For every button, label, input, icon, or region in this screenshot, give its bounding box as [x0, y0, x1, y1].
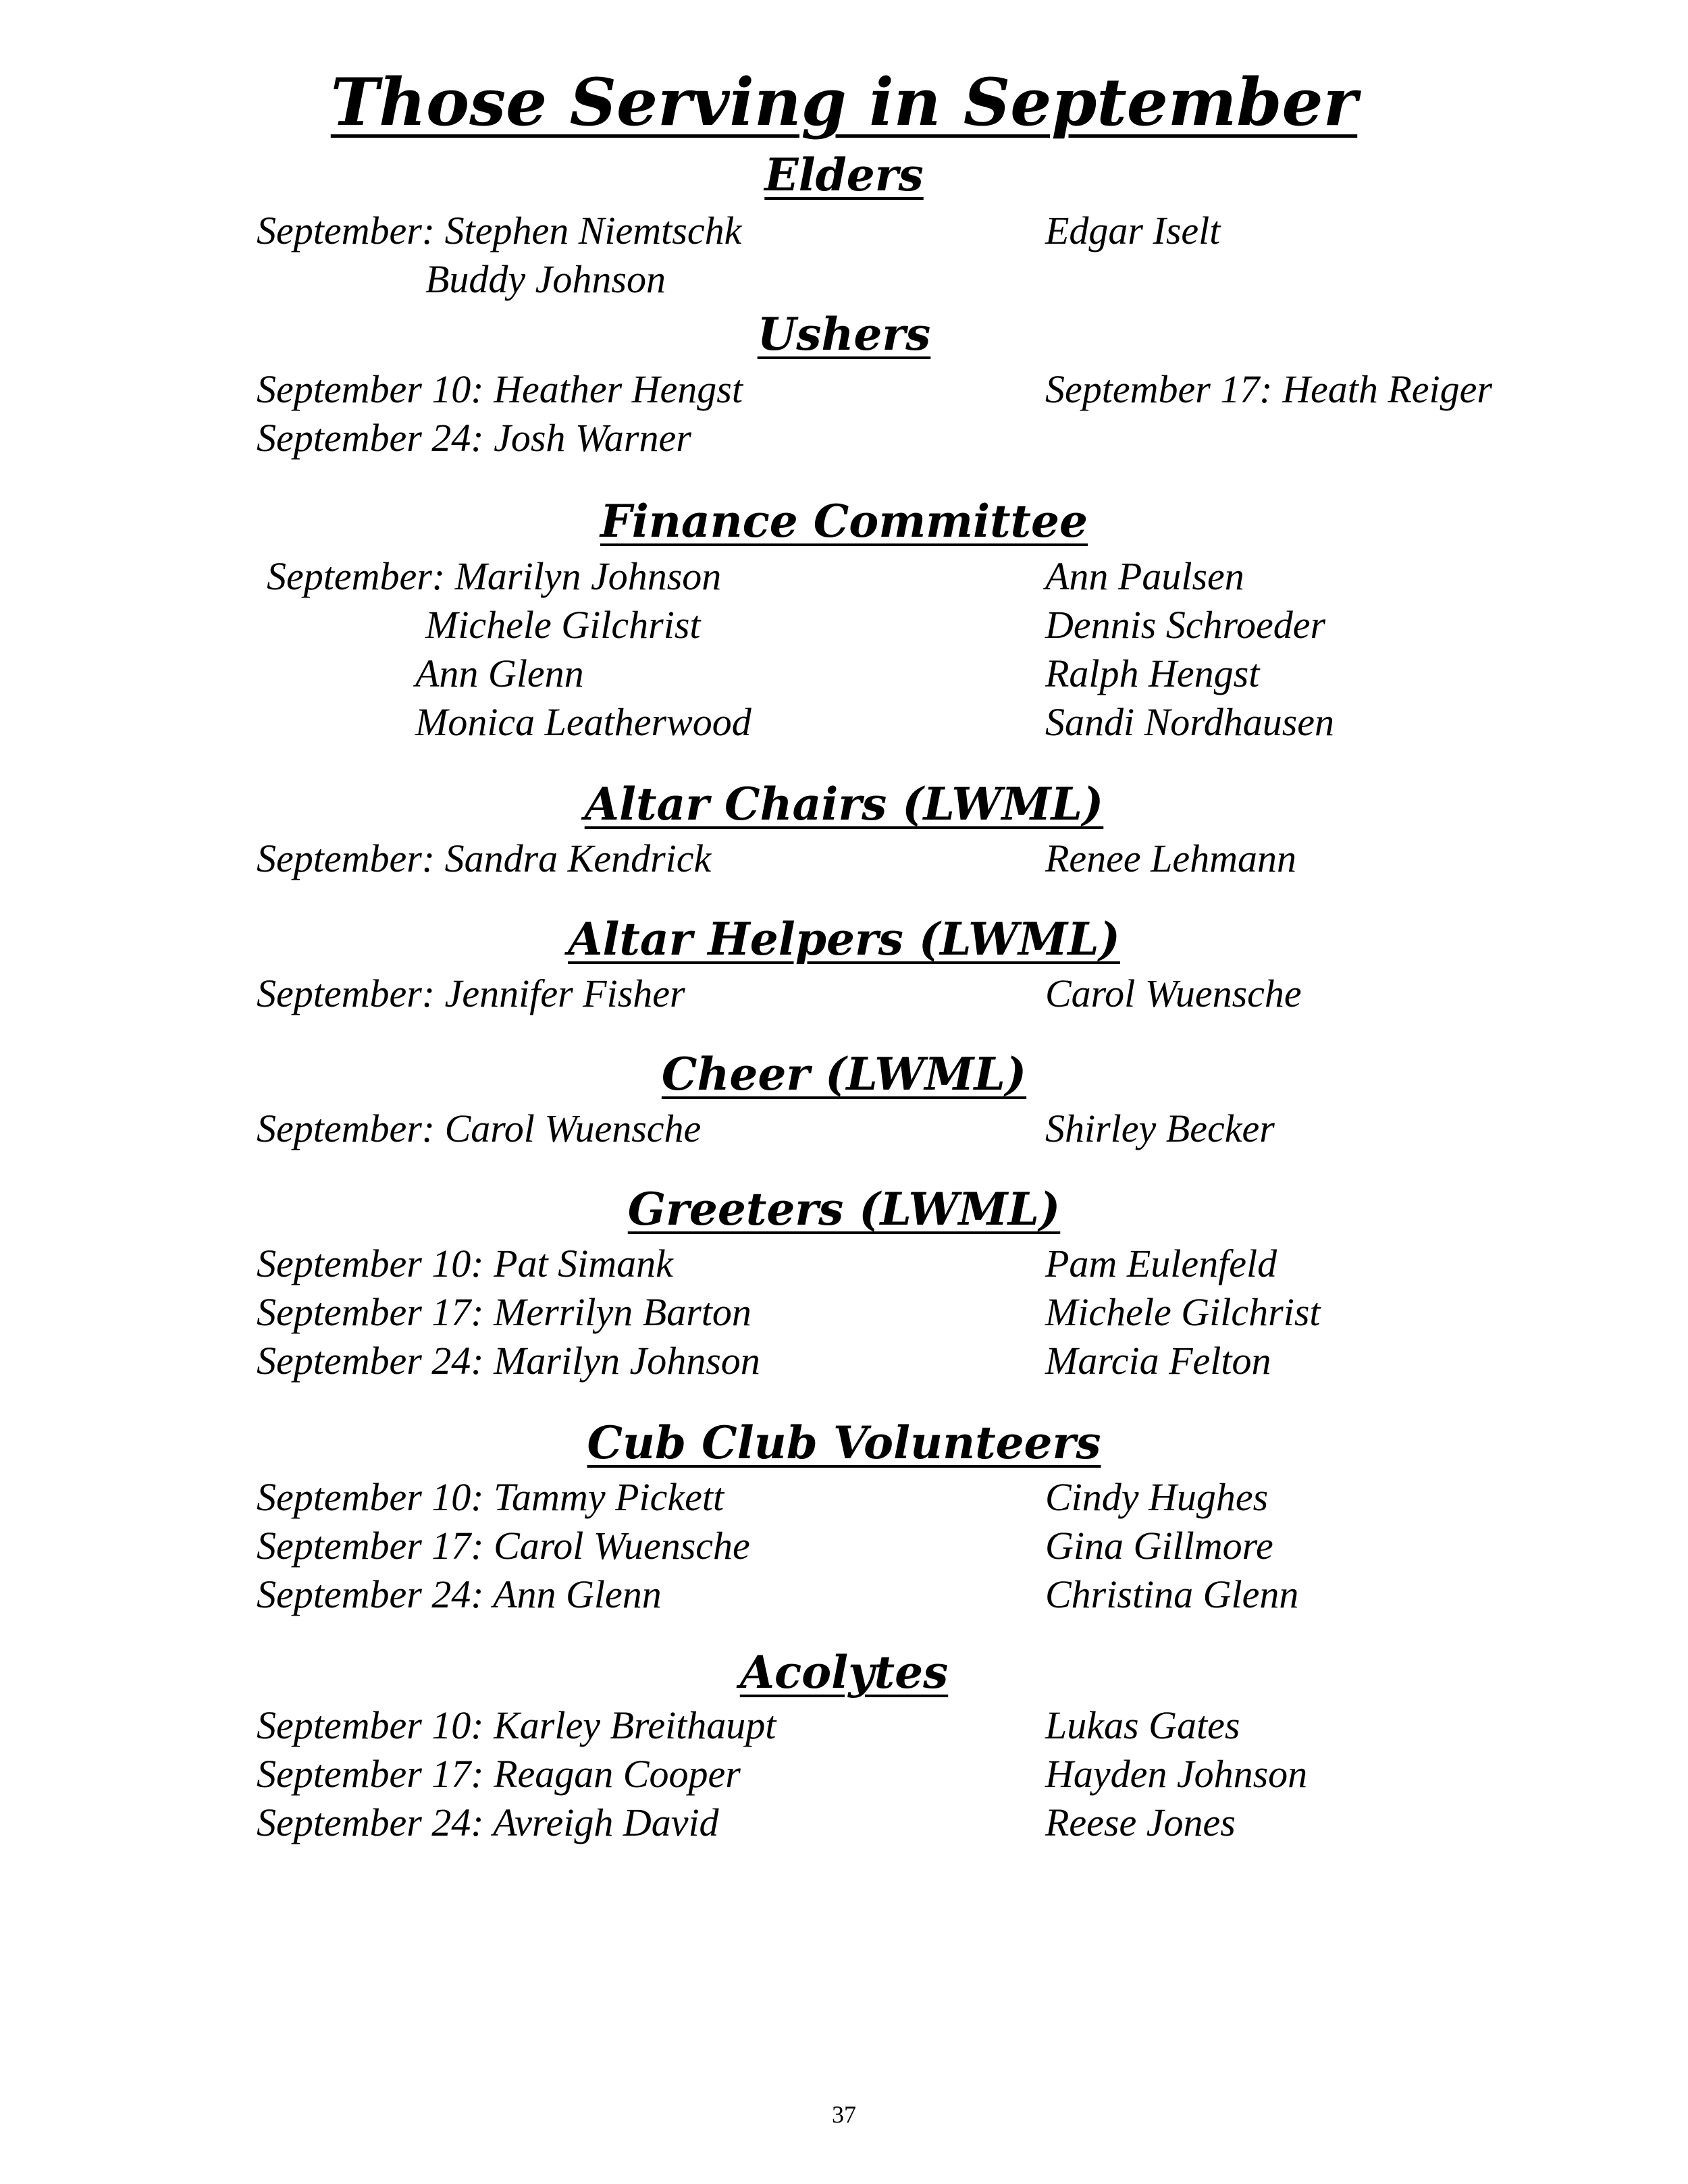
page-number: 37	[832, 2101, 856, 2128]
cub-club-line-3: September 17: Carol Wuensche	[257, 1524, 750, 1568]
finance-line-1: September: Marilyn Johnson	[267, 554, 722, 598]
acolytes-line-3: September 17: Reagan Cooper	[257, 1752, 741, 1796]
cheer-line-2: Shirley Becker	[1045, 1107, 1275, 1150]
acolytes-line-2: Lukas Gates	[1045, 1703, 1240, 1747]
cub-club-line-5: September 24: Ann Glenn	[257, 1572, 662, 1616]
finance-line-2: Ann Paulsen	[1045, 554, 1244, 598]
acolytes-line-6: Reese Jones	[1045, 1801, 1236, 1844]
altar-chairs-line-2: Renee Lehmann	[1045, 836, 1297, 880]
section-heading-greeters: Greeters (LWML)	[627, 1183, 1061, 1235]
finance-line-8: Sandi Nordhausen	[1045, 700, 1335, 744]
section-heading-altar-chairs: Altar Chairs (LWML)	[584, 778, 1104, 830]
greeters-line-2: Pam Eulenfeld	[1045, 1242, 1277, 1285]
ushers-line-1: September 10: Heather Hengst	[257, 367, 743, 411]
elders-line-3: Buddy Johnson	[425, 257, 666, 301]
cub-club-line-4: Gina Gillmore	[1045, 1524, 1273, 1568]
finance-line-4: Dennis Schroeder	[1045, 603, 1326, 647]
section-heading-cub-club-volunteers: Cub Club Volunteers	[587, 1416, 1101, 1469]
finance-line-7: Monica Leatherwood	[415, 700, 751, 744]
altar-helpers-line-1: September: Jennifer Fisher	[257, 971, 685, 1015]
section-heading-altar-helpers: Altar Helpers (LWML)	[568, 913, 1120, 965]
elders-line-2: Edgar Iselt	[1045, 209, 1221, 252]
greeters-line-3: September 17: Merrilyn Barton	[257, 1290, 751, 1334]
greeters-line-6: Marcia Felton	[1045, 1339, 1271, 1383]
section-heading-finance-committee: Finance Committee	[600, 495, 1088, 548]
altar-helpers-line-2: Carol Wuensche	[1045, 971, 1302, 1015]
section-heading-acolytes: Acolytes	[739, 1646, 949, 1699]
finance-line-6: Ralph Hengst	[1045, 651, 1260, 695]
finance-line-5: Ann Glenn	[415, 651, 584, 695]
cub-club-line-1: September 10: Tammy Pickett	[257, 1475, 724, 1519]
elders-line-1: September: Stephen Niemtschk	[257, 209, 742, 252]
section-heading-cheer: Cheer (LWML)	[661, 1048, 1027, 1100]
finance-line-3: Michele Gilchrist	[425, 603, 701, 647]
greeters-line-1: September 10: Pat Simank	[257, 1242, 673, 1285]
ushers-line-3: September 24: Josh Warner	[257, 416, 691, 460]
cub-club-line-6: Christina Glenn	[1045, 1572, 1299, 1616]
section-heading-ushers: Ushers	[757, 308, 931, 361]
greeters-line-5: September 24: Marilyn Johnson	[257, 1339, 760, 1383]
cheer-line-1: September: Carol Wuensche	[257, 1107, 702, 1150]
altar-chairs-line-1: September: Sandra Kendrick	[257, 836, 712, 880]
acolytes-line-4: Hayden Johnson	[1045, 1752, 1308, 1796]
acolytes-line-5: September 24: Avreigh David	[257, 1801, 719, 1844]
greeters-line-4: Michele Gilchrist	[1045, 1290, 1321, 1334]
ushers-line-2: September 17: Heath Reiger	[1045, 367, 1492, 411]
page-title: Those Serving in September	[330, 64, 1358, 140]
cub-club-line-2: Cindy Hughes	[1045, 1475, 1269, 1519]
section-heading-elders: Elders	[764, 149, 924, 201]
acolytes-line-1: September 10: Karley Breithaupt	[257, 1703, 776, 1747]
